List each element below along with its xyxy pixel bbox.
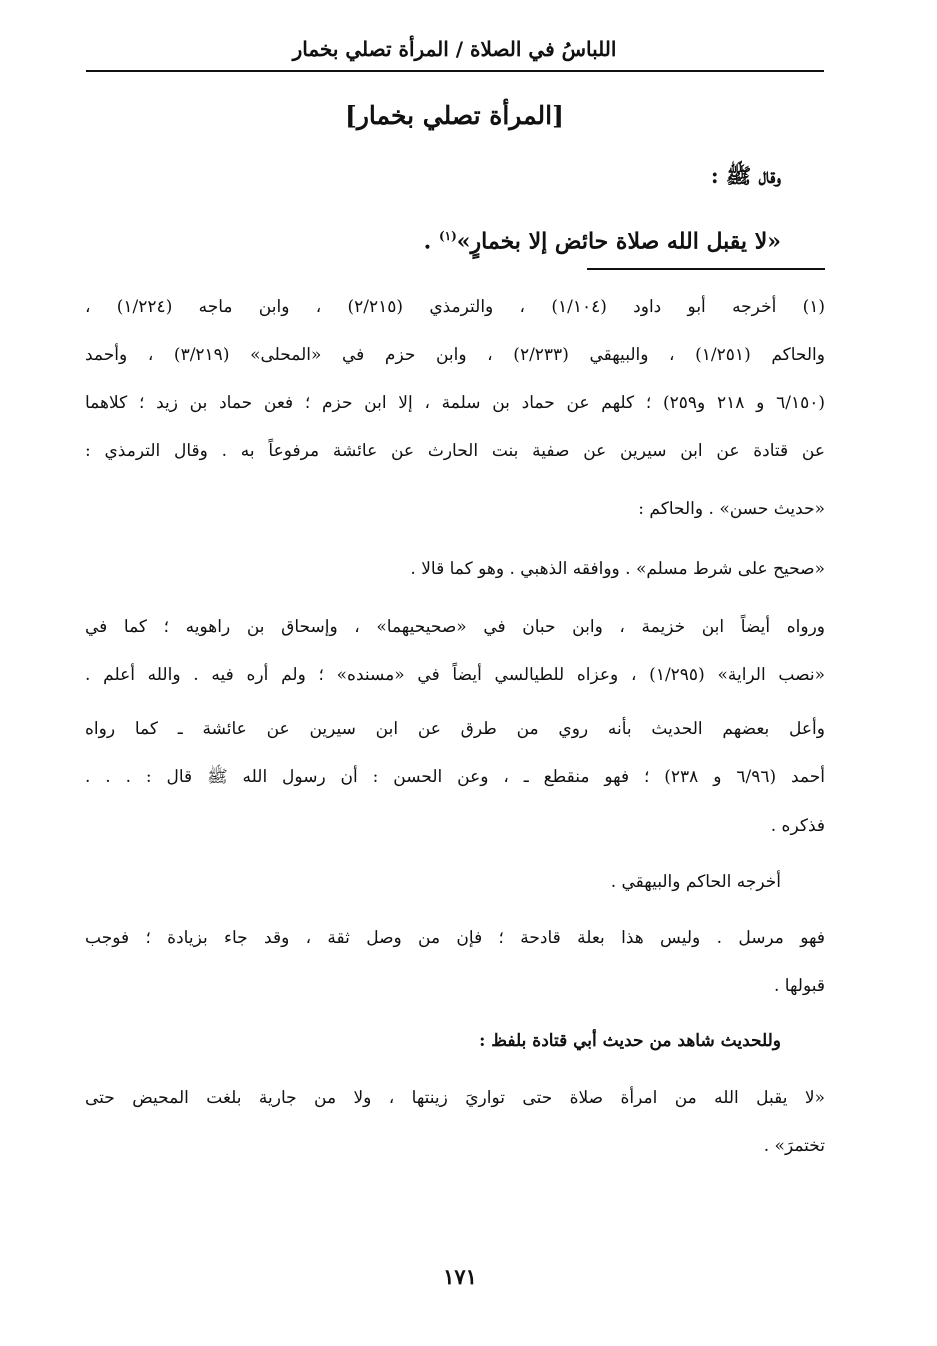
footnote-line: فهو مرسل . وليس هذا بعلة قادحة ؛ فإن من وصل ثقة ، وقد جاء بزيادة ؛ فوجب	[85, 928, 825, 948]
running-header: اللباسُ في الصلاة / المرأة تصلي بخمار	[292, 37, 617, 61]
footnote-line: ورواه أيضاً ابن خزيمة ، وابن حبان في «صحيحيهما» ، وإسحاق بن راهويه ؛ كما في	[85, 617, 825, 637]
hadith-quote	[424, 212, 781, 265]
hadith-end: .	[423, 228, 439, 255]
page-number: ١٧١	[443, 1264, 477, 1289]
footnote-line: أخرجه الحاكم والبيهقي .	[610, 872, 781, 892]
hadith-text: «لا يقبل الله صلاة حائض إلا بخمارٍ»	[456, 228, 781, 255]
footnote-line: عن قتادة عن ابن سيرين عن صفية بنت الحارث عن عائشة مرفوعاً به . وقال الترمذي :	[85, 441, 825, 461]
footnote-line: والحاكم (١/٢٥١) ، والبيهقي (٢/٢٣٣) ، وابن حزم في «المحلى» (٣/٢١٩) ، وأحمد	[85, 345, 825, 365]
footnote-separator	[587, 268, 825, 270]
footnote-line: «صحيح على شرط مسلم» . ووافقه الذهبي . وهو كما قالا .	[410, 559, 825, 579]
footnote-line: «نصب الراية» (١/٢٩٥) ، وعزاه للطيالسي أيضاً في «مسنده» ؛ ولم أره فيه . والله أعلم .	[85, 665, 825, 685]
intro-text: وقال ﷺ :	[710, 163, 781, 188]
footnote-line: أحمد (٦/٩٦ و ٢٣٨) ؛ فهو منقطع ـ ، وعن الحسن : أن رسول الله ﷺ قال : . . .	[85, 767, 825, 787]
section-title: [المرأة تصلي بخمار]	[345, 101, 564, 130]
footnote-line: «لا يقبل الله من امرأة صلاة حتى تواريَ زينتها ، ولا من جارية بلغت المحيض حتى	[85, 1088, 825, 1108]
footnote-line: فذكره .	[770, 816, 825, 836]
header-rule	[86, 70, 824, 72]
footnote-line: تختمرَ» .	[763, 1136, 825, 1156]
footnote-marker: (١)	[438, 229, 457, 243]
footnote-line: وللحديث شاهد من حديث أبي قتادة بلفظ :	[479, 1031, 781, 1051]
footnote-line: (١) أخرجه أبو داود (١/١٠٤) ، والترمذي (٢/٢١٥) ، وابن ماجه (١/٢٢٤) ،	[85, 297, 826, 317]
footnote-line: (٦/١٥٠ و ٢١٨ و٢٥٩) ؛ كلهم عن حماد بن سلمة ، إلا ابن حزم ؛ فعن حماد بن زيد ؛ كلاهما	[85, 393, 825, 413]
footnote-line: قبولها .	[773, 976, 825, 996]
footnote-line: «حديث حسن» . والحاكم :	[638, 499, 825, 519]
footnote-line: وأعل بعضهم الحديث بأنه روي من طرق عن ابن سيرين عن عائشة ـ كما رواه	[85, 719, 825, 739]
